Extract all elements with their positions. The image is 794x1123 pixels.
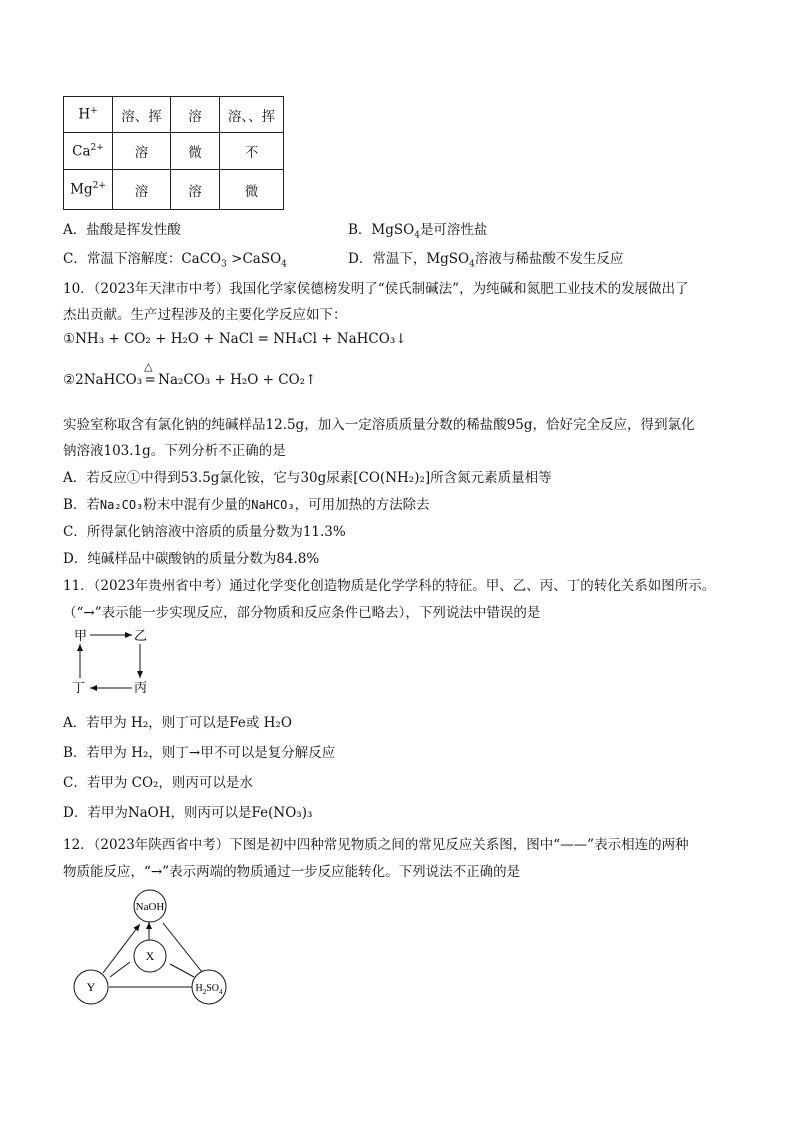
q10-option-d: D．纯碱样品中碳酸钠的质量分数为84.8% [63, 551, 320, 567]
arrow-y-naoh [103, 924, 140, 973]
q9-option-d: D．常温下，MgSO$_4$溶液与稀盐酸不发生反应 [348, 251, 624, 270]
table-cell: 溶 [171, 97, 220, 133]
q12-stem-line2: 物质能反应，“→”表示两端的物质通过一步反应能转化。下列说法不正确的是 [63, 864, 521, 880]
table-cell: 不 [220, 133, 284, 170]
table-cell: 溶 [113, 133, 171, 170]
ion-cell: $Ca^{2+}$ [64, 133, 113, 170]
table-cell: 微 [171, 133, 220, 170]
solubility-table [63, 96, 284, 210]
q10-option-c: C．所得氯化钠溶液中溶质的质量分数为11.3% [63, 524, 346, 540]
svg-text:H2SO4: $H_2SO_4$ [195, 983, 223, 996]
q9-option-a: A．盐酸是挥发性酸 [63, 222, 181, 238]
node-yi: 乙 [134, 628, 148, 643]
table-cell: 溶、挥 [113, 97, 171, 133]
q11-option-c: C．若甲为 CO₂，则丙可以是水 [63, 775, 253, 791]
table-cell: 溶 [113, 170, 171, 210]
q10-option-b: B．若Na₂CO₃粉末中混有少量的NaHCO₃，可用加热的方法除去 [63, 497, 430, 513]
ion-cell: H+ [64, 97, 113, 133]
ion-cell: $Mg^{2+}$ [64, 170, 113, 210]
table-cell: 溶 [171, 170, 220, 210]
q10-stem-line4: 钠溶液103.1g。下列分析不正确的是 [63, 443, 286, 459]
edge-x-h2so4 [170, 964, 194, 977]
table-cell: 溶、、挥 [220, 97, 284, 133]
q11-conversion-diagram [60, 624, 170, 700]
q12-stem-line1: 12．（2023年陕西省中考）下图是初中四种常见物质之间的常见反应关系图，图中“——”表示相连的两种 [63, 837, 689, 853]
q9-option-b: B．MgSO$_4$是可溶性盐 [348, 222, 488, 241]
edge-naoh-h2so4 [163, 923, 202, 972]
q10-stem-line2: 杰出贡献。生产过程涉及的主要化学反应如下： [63, 307, 347, 323]
svg-text:Y: Y [86, 980, 96, 994]
q11-stem-line1: 11．（2023年贵州省中考）通过化学变化创造物质是化学学科的特征。甲、乙、丙、丁的转化关系如图所示。 [63, 578, 716, 594]
q10-stem-line3: 实验室称取含有氯化钠的纯碱样品12.5g，加入一定溶质质量分数的稀盐酸95g，恰好完全反应，得到氯化 [63, 417, 695, 433]
q11-stem-line2: （“→”表示能一步实现反应，部分物质和反应条件已略去），下列说法中错误的是 [63, 605, 541, 621]
table-cell: 微 [220, 170, 284, 210]
svg-text:NaOH: NaOH [135, 901, 165, 913]
q9-option-c: C．常温下溶解度：CaCO$_3$ >CaSO$_4$ [63, 251, 287, 270]
q10-equation-1: ①NH₃ + CO₂ + H₂O + NaCl = NH₄Cl + NaHCO₃↓ [63, 331, 407, 347]
node-bing: 丙 [134, 680, 148, 695]
node-jia: 甲 [74, 628, 88, 643]
svg-text:X: X [145, 949, 155, 963]
q11-option-a: A．若甲为 H₂，则丁可以是Fe或 H₂O [63, 715, 292, 731]
q11-option-d: D．若甲为NaOH，则丙可以是Fe(NO₃)₃ [63, 805, 313, 821]
q12-reaction-diagram [60, 880, 240, 1010]
node-ding: 丁 [72, 680, 86, 695]
edge-x-y [110, 962, 130, 977]
q10-equation-2: ②2NaHCO₃ △ = Na₂CO₃ + H₂O + CO₂↑ [63, 360, 317, 388]
q10-stem-line1: 10．（2023年天津市中考）我国化学家侯德榜发明了“侯氏制碱法”，为纯碱和氮肥工业技术的发展做出了 [63, 281, 689, 297]
q11-option-b: B．若甲为 H₂，则丁→甲不可以是复分解反应 [63, 745, 336, 761]
q10-option-a: A．若反应①中得到53.5g氯化铵，它与30g尿素[CO(NH₂)₂]所含氮元素质量相等 [63, 470, 552, 486]
